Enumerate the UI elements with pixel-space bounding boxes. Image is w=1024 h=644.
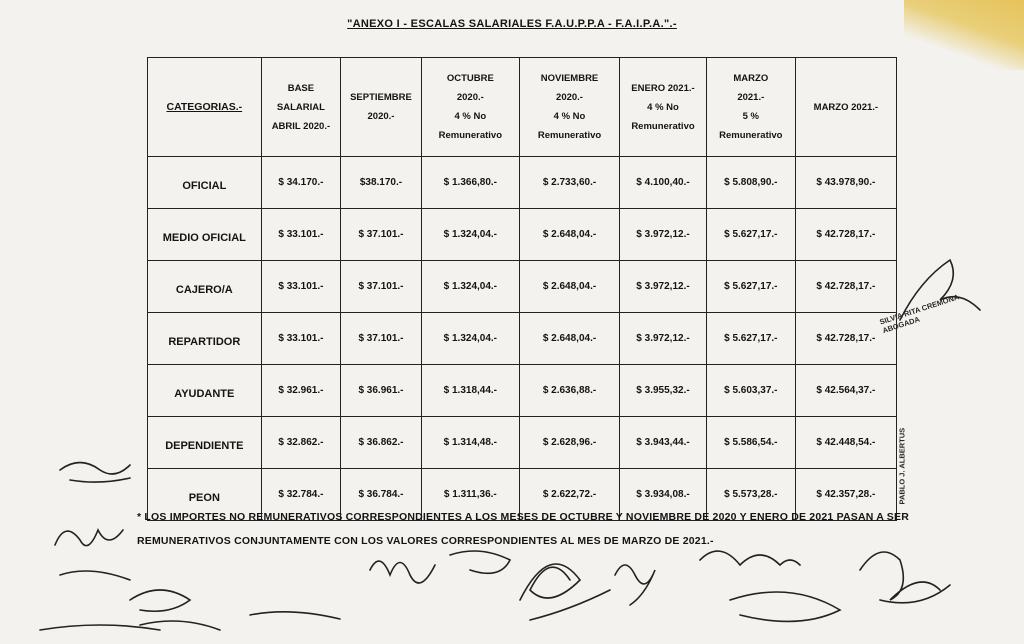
amount-cell: $ 1.366,80.- xyxy=(421,157,519,209)
amount-cell: $ 5.573,28.- xyxy=(706,469,795,521)
document-title: "ANEXO I - ESCALAS SALARIALES F.A.U.P.P.A - F.A.I.P.A.".- xyxy=(347,18,677,30)
column-header-line: NOVIEMBRE xyxy=(540,73,599,84)
amount-cell: $ 37.101.- xyxy=(341,313,422,365)
column-header-line: ABRIL 2020.- xyxy=(271,120,331,132)
category-cell: REPARTIDOR xyxy=(148,313,262,365)
signature-2 xyxy=(55,530,130,580)
amount-cell: $ 5.627,17.- xyxy=(706,261,795,313)
amount-cell: $ 2.622,72.- xyxy=(519,469,619,521)
amount-cell: $ 1.324,04.- xyxy=(421,261,519,313)
amount-cell: $ 2.636,88.- xyxy=(519,365,619,417)
amount-cell: $ 33.101.- xyxy=(261,209,341,261)
column-header-line: SALARIAL xyxy=(276,101,325,113)
amount-cell: $ 5.627,17.- xyxy=(706,209,795,261)
signature-11 xyxy=(40,612,340,630)
amount-cell: $ 32.961.- xyxy=(261,365,341,417)
column-header-line: Remunerativo xyxy=(438,130,503,141)
column-header-line: MARZO xyxy=(733,73,769,84)
footnote-line-1: * LOS IMPORTES NO REMUNERATIVOS CORRESPONDIENTES A LOS MESES DE OCTUBRE Y NOVIEMBRE DE 2020 Y ENERO DE 2021 PASAN A SER xyxy=(137,511,909,523)
amount-cell: $ 42.448,54.- xyxy=(795,417,896,469)
column-header-line: Remunerativo xyxy=(537,130,602,141)
column-header-line: 5 % xyxy=(742,111,759,122)
column-header-line: 4 % No xyxy=(647,101,679,113)
amount-cell: $ 3.972,12.- xyxy=(620,209,707,261)
category-cell: OFICIAL xyxy=(148,157,262,209)
signatory-stamp: PABLO J. ALBERTUS xyxy=(897,427,907,505)
amount-cell: $ 3.934,08.- xyxy=(620,469,707,521)
amount-cell: $ 5.808,90.- xyxy=(706,157,795,209)
amount-cell: $ 32.862.- xyxy=(261,417,341,469)
amount-cell: $ 1.318,44.- xyxy=(421,365,519,417)
amount-cell: $ 42.728,17.- xyxy=(795,209,896,261)
amount-cell: $ 2.648,04.- xyxy=(519,313,619,365)
lawyer-stamp: SILVIA RITA CREMONA ABOGADA xyxy=(878,292,960,336)
column-header-line: 2021.- xyxy=(737,92,765,103)
column-header-line: 2020.- xyxy=(367,111,395,122)
signature-6 xyxy=(520,564,610,620)
column-header-line: BASE xyxy=(287,82,315,94)
signature-4 xyxy=(370,561,435,583)
amount-cell: $ 43.978,90.- xyxy=(795,157,896,209)
amount-cell: $ 33.101.- xyxy=(261,261,341,313)
column-header-line: ENERO 2021.- xyxy=(631,82,695,94)
signature-7 xyxy=(615,565,655,605)
amount-cell: $ 33.101.- xyxy=(261,313,341,365)
amount-cell: $38.170.- xyxy=(341,157,422,209)
amount-cell: $ 37.101.- xyxy=(341,209,422,261)
category-cell: CAJERO/A xyxy=(148,261,262,313)
signature-5 xyxy=(450,551,510,573)
amount-cell: $ 1.324,04.- xyxy=(421,209,519,261)
column-header-line: 4 % No xyxy=(454,111,487,122)
category-cell: DEPENDIENTE xyxy=(148,417,262,469)
amount-cell: $ 37.101.- xyxy=(341,261,422,313)
amount-cell: $ 42.728,17.- xyxy=(795,313,896,365)
column-header-line: Remunerativo xyxy=(631,120,695,132)
column-header-line: SEPTIEMBRE xyxy=(350,92,412,103)
amount-cell: $ 3.972,12.- xyxy=(620,313,707,365)
category-cell: MEDIO OFICIAL xyxy=(148,209,262,261)
amount-cell: $ 3.972,12.- xyxy=(620,261,707,313)
amount-cell: $ 42.357,28.- xyxy=(795,469,896,521)
category-cell: PEON xyxy=(148,469,262,521)
amount-cell: $ 36.961.- xyxy=(341,365,422,417)
amount-cell: $ 3.943,44.- xyxy=(620,417,707,469)
column-header-line: OCTUBRE xyxy=(446,73,494,84)
signature-10 xyxy=(900,260,980,320)
amount-cell: $ 2.733,60.- xyxy=(519,157,619,209)
amount-cell: $ 42.564,37.- xyxy=(795,365,896,417)
amount-cell: $ 1.314,48.- xyxy=(421,417,519,469)
column-header-line: 4 % No xyxy=(553,111,586,122)
column-header-line: MARZO 2021.- xyxy=(813,101,879,113)
column-header-line: CATEGORIAS.- xyxy=(166,100,243,113)
signature-8 xyxy=(700,551,840,621)
footnote-line-2: REMUNERATIVOS CONJUNTAMENTE CON LOS VALORES CORRESPONDIENTES AL MES DE MARZO DE 2021.- xyxy=(137,535,714,547)
amount-cell: $ 42.728,17.- xyxy=(795,261,896,313)
signature-9 xyxy=(860,552,950,603)
signature-3 xyxy=(130,590,220,630)
amount-cell: $ 3.955,32.- xyxy=(620,365,707,417)
column-header-line: 2020.- xyxy=(556,92,583,103)
amount-cell: $ 1.311,36.- xyxy=(421,469,519,521)
amount-cell: $ 5.586,54.- xyxy=(706,417,795,469)
column-header-line: 2020.- xyxy=(456,92,484,103)
amount-cell: $ 36.784.- xyxy=(341,469,422,521)
amount-cell: $ 2.628,96.- xyxy=(519,417,619,469)
amount-cell: $ 36.862.- xyxy=(341,417,422,469)
amount-cell: $ 1.324,04.- xyxy=(421,313,519,365)
amount-cell: $ 2.648,04.- xyxy=(519,261,619,313)
amount-cell: $ 2.648,04.- xyxy=(519,209,619,261)
signature-1 xyxy=(60,463,130,483)
amount-cell: $ 5.603,37.- xyxy=(706,365,795,417)
column-header-line: Remunerativo xyxy=(719,130,783,141)
amount-cell: $ 5.627,17.- xyxy=(706,313,795,365)
amount-cell: $ 34.170.- xyxy=(261,157,341,209)
amount-cell: $ 32.784.- xyxy=(261,469,341,521)
amount-cell: $ 4.100,40.- xyxy=(620,157,707,209)
category-cell: AYUDANTE xyxy=(148,365,262,417)
